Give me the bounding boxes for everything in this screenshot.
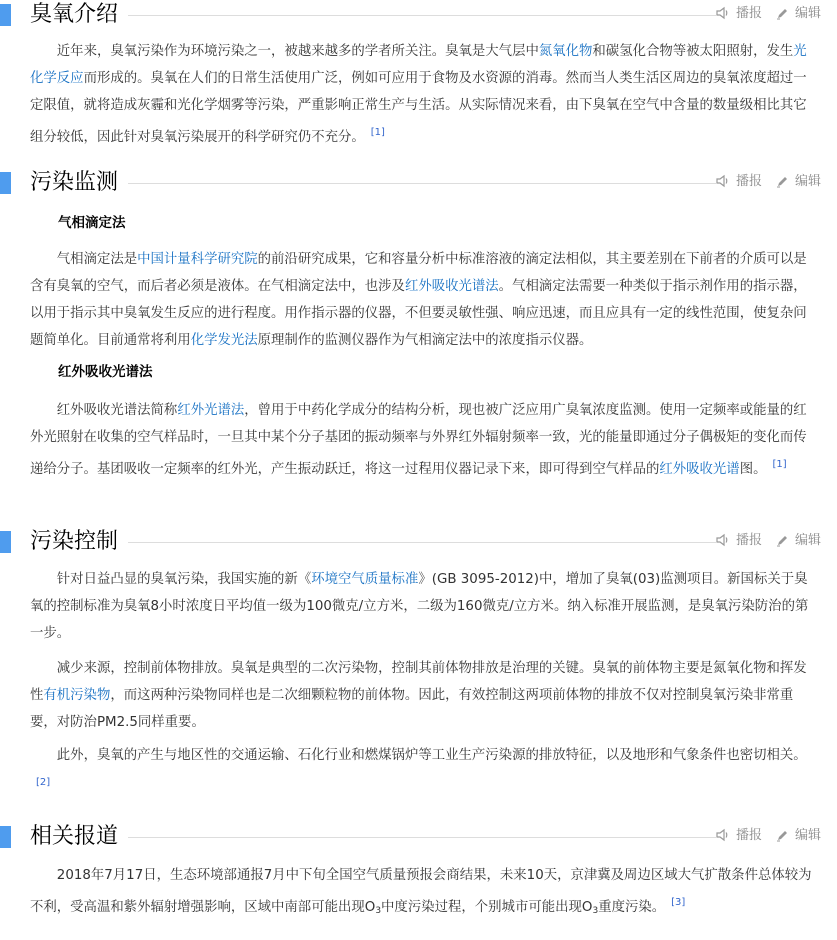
edit-label: 编辑 [794, 6, 821, 21]
speaker-icon [716, 533, 730, 547]
read-aloud-label: 播报 [735, 174, 762, 189]
section-title: 污染监测 [30, 168, 128, 198]
read-aloud-button[interactable] [716, 529, 762, 553]
section-header-ozone-intro [0, 0, 837, 32]
paragraph [30, 397, 814, 483]
subscript: 3 [375, 906, 382, 916]
link-ir-absorption-spectrum[interactable]: 红外吸收光谱 [659, 462, 740, 477]
citation-ref[interactable]: [3] [671, 897, 686, 908]
link-nitrogen-oxides[interactable]: 氮氧化物 [538, 44, 593, 59]
section-divider [30, 837, 717, 838]
section-accent-bar [0, 826, 11, 848]
pencil-icon [776, 7, 789, 20]
pencil-icon [776, 534, 789, 547]
edit-label: 编辑 [794, 828, 821, 843]
paragraph [30, 655, 814, 736]
read-aloud-label: 播报 [735, 6, 762, 21]
link-air-quality-standard[interactable]: 环境空气质量标准 [311, 572, 419, 587]
text: 气相滴定法是 [56, 252, 138, 267]
paragraph [30, 742, 814, 801]
edit-button[interactable] [776, 529, 821, 553]
text: 针对日益凸显的臭氧污染，我国实施的新《 [56, 572, 312, 587]
subsection-title: 红外吸收光谱法 [58, 364, 153, 380]
section-header-pollution-monitoring [0, 168, 837, 200]
section-tools [702, 824, 821, 848]
text: 而形成的。臭氧在人们的日常生活使用广泛，例如可应用于食物及水资源的消毒。然而当人类生活区周边的臭氧浓度超过一定限值，就将造成灰霾和光化学烟雾等污染，严重影响正常生产与生活。从实际情况来看，由下臭氧在空气中含量的数量级相比其它组分较低，因此针对臭氧污染展开的科学研究仍不充分。 [30, 71, 807, 145]
text: 2018年7月17日，生态环境部通报7月中下旬全国空气质量预报会商结果，未来10天，京津冀及周边区域大气扩散条件总体较为不利，受高温和紫外辐射增强影响，区域中南部可能出现O [30, 868, 812, 915]
text: 原理制作的监测仪器作为气相滴定法中的浓度指示仪器。 [257, 333, 593, 348]
section-title: 污染控制 [30, 527, 128, 557]
section-divider [30, 542, 717, 543]
pencil-icon [776, 175, 789, 188]
section-divider [30, 183, 717, 184]
subsection-title: 气相滴定法 [58, 215, 126, 231]
subscript: 3 [592, 906, 599, 916]
text: 近年来，臭氧污染作为环境污染之一，被越来越多的学者所关注。臭氧是大气层中 [56, 44, 539, 59]
paragraph [30, 38, 814, 151]
edit-button[interactable] [776, 824, 821, 848]
link-ir-absorption[interactable]: 红外吸收光谱法 [404, 279, 499, 294]
text: 》(GB 3095-2012)中，增加了臭氧(03)监测项目。新国标关于臭氧的控制标准为臭氧8小时浓度日平均值一级为100微克/立方米，二级为160微克/立方米。纳入标准开展监测，是臭氧污染防治的第一步。 [30, 572, 809, 641]
text: 中度污染过程，个别城市可能出现O [381, 900, 593, 915]
text: 减少来源，控制前体物排放。臭氧是典型的二次污染物，控制其前体物排放是治理的关键。臭氧的前体物主要是氮氧化物和挥发性 [30, 661, 807, 703]
section-title: 臭氧介绍 [30, 0, 128, 30]
text: 。气相滴定法需要一种类似于指示剂作用的指示器，以用于指示其中臭氧发生反应的进行程度。用作指示器的仪器，不但要灵敏性强、响应迅速，而且应具有一定的线性范围，使复杂问题简单化。目前通常将利用 [30, 279, 807, 348]
section-tools [702, 170, 821, 194]
section-title: 相关报道 [30, 822, 128, 852]
paragraph [30, 246, 814, 354]
section-header-related-reports [0, 822, 837, 854]
read-aloud-button[interactable] [716, 170, 762, 194]
edit-button[interactable] [776, 2, 821, 26]
text: ，而这两种污染物同样也是二次细颗粒物的前体物。因此，有效控制这两项前体物的排放不仅对控制臭氧污染非常重要，对防治PM2.5同样重要。 [30, 688, 794, 730]
section-tools [702, 2, 821, 26]
text: 和碳氢化合物等被太阳照射，发生 [592, 44, 794, 59]
section-accent-bar [0, 172, 11, 194]
link-nim[interactable]: 中国计量科学研究院 [137, 252, 258, 267]
text: ，曾用于中药化学成分的结构分析，现也被广泛应用广臭氧浓度监测。使用一定频率或能量的红外光照射在收集的空气样品时，一旦其中某个分子基团的振动频率与外界红外辐射频率一致，光的能量即通过分子偶极矩的变化而传递给分子。基团吸收一定频率的红外光，产生振动跃迁，将这一过程用仪器记录下来，即可得到空气样品的 [30, 403, 807, 477]
section-divider [30, 15, 717, 16]
citation-ref[interactable]: [2] [36, 777, 51, 788]
read-aloud-button[interactable] [716, 824, 762, 848]
edit-button[interactable] [776, 170, 821, 194]
text: 重度污染。 [598, 900, 666, 915]
speaker-icon [716, 828, 730, 842]
link-ir-spectroscopy[interactable]: 红外光谱法 [177, 403, 245, 418]
paragraph [30, 566, 814, 647]
edit-label: 编辑 [794, 174, 821, 189]
read-aloud-label: 播报 [735, 533, 762, 548]
read-aloud-label: 播报 [735, 828, 762, 843]
paragraph [30, 862, 814, 925]
section-tools [702, 529, 821, 553]
citation-ref[interactable]: [1] [370, 127, 385, 138]
section-accent-bar [0, 531, 11, 553]
link-organic-pollutants[interactable]: 有机污染物 [43, 688, 111, 703]
speaker-icon [716, 174, 730, 188]
link-photochemical-reaction[interactable]: 光化学反应 [30, 44, 807, 86]
text: 图。 [739, 462, 767, 477]
read-aloud-button[interactable] [716, 2, 762, 26]
edit-label: 编辑 [794, 533, 821, 548]
speaker-icon [716, 6, 730, 20]
section-header-pollution-control [0, 527, 837, 559]
text: 此外，臭氧的产生与地区性的交通运输、石化行业和燃煤锅炉等工业生产污染源的排放特征，以及地形和气象条件也密切相关。 [56, 748, 807, 763]
link-chemiluminescence[interactable]: 化学发光法 [190, 333, 258, 348]
section-accent-bar [0, 4, 11, 26]
text: 红外吸收光谱法简称 [56, 403, 178, 418]
citation-ref[interactable]: [1] [772, 459, 787, 470]
pencil-icon [776, 829, 789, 842]
text: 的前沿研究成果，它和容量分析中标准溶液的滴定法相似，其主要差别在下前者的介质可以是含有臭氧的空气，而后者必须是液体。在气相滴定法中，也涉及 [30, 252, 807, 294]
